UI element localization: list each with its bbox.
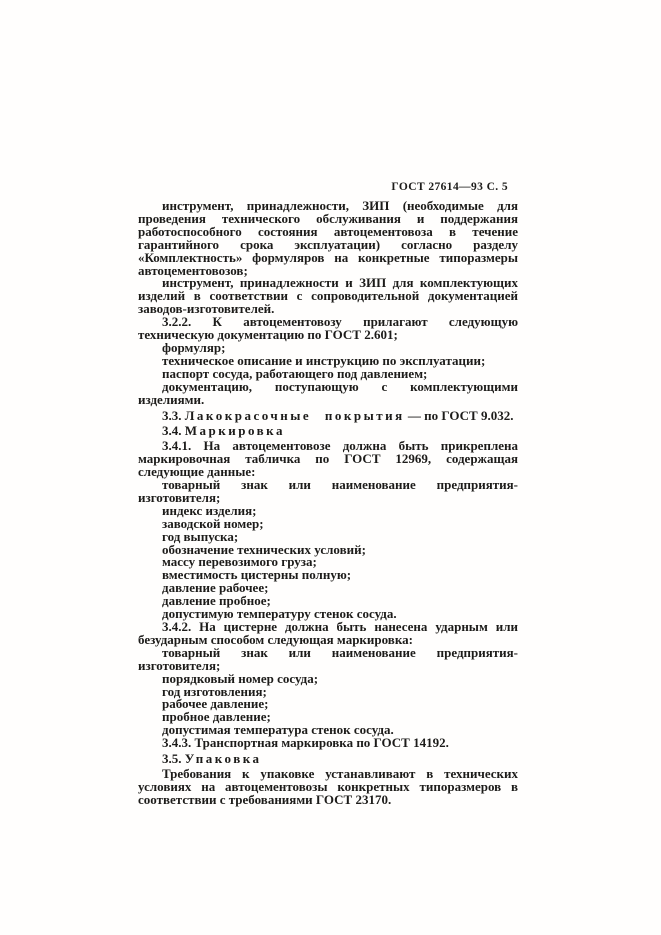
section-number: 3.4. xyxy=(162,423,182,439)
list-item: допустимую температуру стенок сосуда. xyxy=(162,606,397,622)
list-item: год выпуска; xyxy=(162,528,239,544)
paragraph: инструмент, принадлежности и ЗИП для комплектующих изделий в соответствии с сопроводительной документацией заводов-изготовителей. xyxy=(138,275,518,317)
section-heading xyxy=(138,753,518,766)
list-item: обозначение технических условий; xyxy=(162,541,366,557)
list-item: давление пробное; xyxy=(162,593,271,609)
paragraph: Требования к упаковке устанавливают в технических условиях на автоцементовозы конкретных типоразмеров в соответствии с требованиями ГОСТ 23170. xyxy=(138,765,518,807)
list-item: массу перевозимого груза; xyxy=(162,554,317,570)
section-number: 3.3. xyxy=(162,407,182,423)
paragraph: 3.4.2. На цистерне должна быть нанесена ударным или безударным способом следующая маркировка: xyxy=(138,619,518,647)
list-item: товарный знак или наименование предприятия-изготовителя; xyxy=(138,477,518,505)
list-item: паспорт сосуда, работающего под давлением; xyxy=(162,365,428,381)
list-item: товарный знак или наименование предприятия-изготовителя; xyxy=(138,644,518,673)
section-title: Маркировка xyxy=(184,423,285,439)
list-item: техническое описание и инструкцию по эксплуатации; xyxy=(162,352,486,368)
list-item: индекс изделия; xyxy=(162,502,257,518)
list-item: допустимая температура стенок сосуда. xyxy=(162,722,394,738)
list-item: год изготовления; xyxy=(162,683,267,699)
paragraph: 3.2.2. К автоцементовозу прилагают следующую техническую документацию по ГОСТ 2.601; xyxy=(138,314,518,343)
section-heading-reference: — по ГОСТ 9.032. xyxy=(404,407,514,423)
section-title: Упаковка xyxy=(184,751,262,767)
list-item: заводской номер; xyxy=(162,515,264,531)
section-heading xyxy=(138,425,518,438)
list-item: документацию, поступающую с комплектующими изделиями. xyxy=(138,378,518,407)
paragraph: 3.4.3. Транспортная маркировка по ГОСТ 14192. xyxy=(162,735,449,751)
paragraph: инструмент, принадлежности, ЗИП (необходимые для проведения технического обслуживания и поддержания работоспособного состояния автоцементовоза в течение гарантийного срока эксплуатации) согласно разделу «Комплектность» формуляров на конкретные типоразмеры автоцементовозов; xyxy=(138,198,518,278)
gost-page-number: ГОСТ 27614—93 С. 5 xyxy=(391,181,508,193)
list-item: давление рабочее; xyxy=(162,580,269,596)
page-header xyxy=(138,181,508,193)
list-item: вместимость цистерны полную; xyxy=(162,567,352,583)
document-body xyxy=(138,200,518,807)
list-item: рабочее давление; xyxy=(162,696,269,712)
list-item: порядковый номер сосуда; xyxy=(162,670,319,686)
list-item: формуляр; xyxy=(162,339,226,355)
section-heading xyxy=(138,407,518,423)
paragraph: 3.4.1. На автоцементовозе должна быть прикреплена маркировочная табличка по ГОСТ 12969, содержащая следующие данные: xyxy=(138,438,518,480)
section-title: Лакокрасочные покрытия xyxy=(184,407,405,423)
section-number: 3.5. xyxy=(162,751,182,767)
list-item: пробное давление; xyxy=(162,709,271,725)
